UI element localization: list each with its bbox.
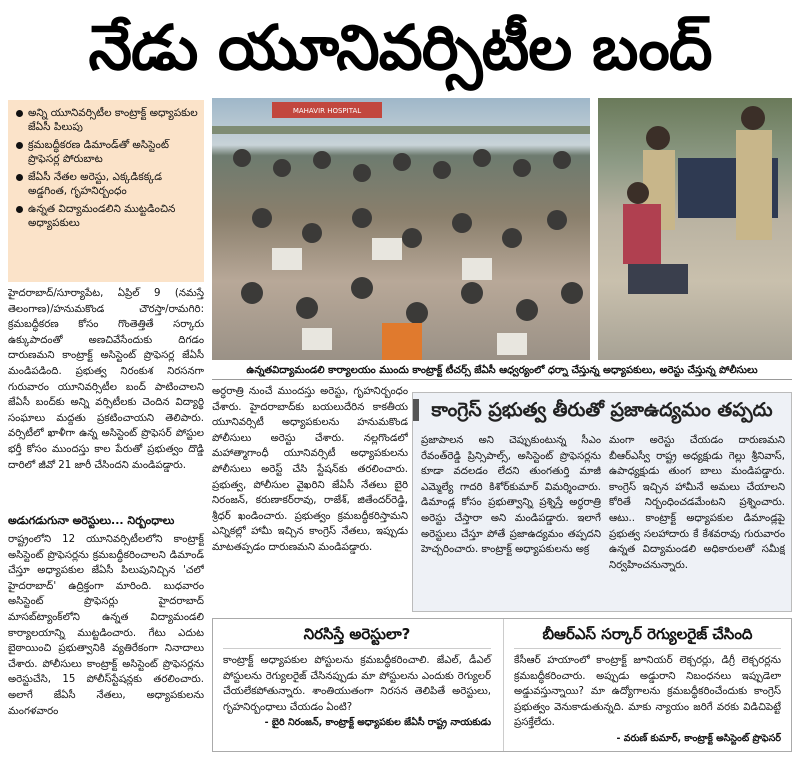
highlights-box xyxy=(8,100,204,282)
quote-text-left: కాంట్రాక్ట్ అధ్యాపకుల పోస్టులను క్రమబద్ధీకరించాలి. జేఎల్, డీఎల్ పోస్టులను రెగ్యులరైజ్ చేసినప్పుడు మా పోస్టులను ఎందుకు రెగ్యులర్ చేయలేకపోతున్నారు. శాంతియుతంగా నిరసన తెలిపితే అరెస్టులు, గృహనిర్బంధాలు చేయడం ఏంటి? xyxy=(223,655,491,713)
arrest-photo xyxy=(598,98,792,360)
photo-caption: ఉన్నతవిద్యామండలి కార్యాలయం ముందు కాంట్రాక్ట్ టీచర్స్ జేఏసీ ఆధ్వర్యంలో ధర్నా చేస్తున్న అధ్యాపకులు, అరెస్టు చేస్తున్న పోలీసులు xyxy=(212,362,792,380)
congress-box-title: కాంగ్రెస్ ప్రభుత్వ తీరుతో ప్రజాఉద్యమం తప్పదు xyxy=(431,399,773,421)
hospital-sign: MAHAVIR HOSPITAL xyxy=(292,107,362,115)
quote-title-right: బీఆర్‌ఎస్ సర్కార్ రెగ్యులరైజ్ చేసింది xyxy=(514,619,781,649)
headline: నేడు యూనివర్సిటీల బంద్ xyxy=(88,11,712,84)
congress-box xyxy=(412,392,792,612)
congress-box-column-2: మంగా అరెస్టు చేయడం దారుణమని బీఆర్‌ఎస్వీ రాష్ట్ర అధ్యక్షుడు గెల్లు శ్రీనివాస్, ఉపాధ్యక్షుడు తుంగ బాలు మండిపడ్డారు. కాంగ్రెస్ ఇచ్చిన హామీనే అమలు చేయాలని కోరితే నిర్బంధించడమేంటని ప్రశ్నించారు. ఆటు.. కాంట్రాక్ట్ అధ్యాపకుల డిమాండ్లపై ప్రభుత్వ సలహాదారు కే కేశవరావు గురువారం ఉన్నత విద్యామండలి అధికారులతో సమీక్ష నిర్వహించనున్నారు. xyxy=(609,435,785,571)
highlight-item: అన్ని యూనివర్సిటీల కాంట్రాక్ట్ అధ్యాపకుల జేఏసీ పిలుపు xyxy=(14,106,198,134)
congress-box-column-1: ప్రజాపాలన అని చెప్పుకుంటున్న సీఎం రేవంత్‌రెడ్డి ప్రిన్సిపాల్స్, అసిస్టెంట్ ప్రొఫెసర్లను కూడా వదలడం లేదని తుంగతుర్తి మాజీ ఎమ్మెల్యే గాదరి కిశోర్‌కుమార్ విమర్శించారు. డిమాండ్ల కోసం ప్రభుత్వాన్ని ప్రశ్నిస్తే అర్ధరాత్రి అరెస్టు చేస్తారా అని మండిపడ్డారు. ఇలాగే అరెస్టులు చేస్తూ పోతే ప్రజాఉద్యమం తప్పదని హెచ్చరించారు. కాంట్రాక్ట్ అధ్యాపకులను అక్ర xyxy=(421,435,601,556)
protest-photo xyxy=(212,98,590,360)
article-column-1: హైదరాబాద్/సూర్యాపేట, ఏప్రిల్ 9 (నమస్తే తెలంగాణ)/హనుమకొండ చౌరస్తా/రామగిరి: క్రమబద్ధీకరణ కోసం గొంతెత్తితే సర్కారు ఉక్కుపాదంతో అణచివేసేందుకు దిగడం దారుణమని కాంట్రాక్ట్ అసిస్టెంట్ ప్రొఫెసర్ల జేఏసీ మండిపడింది. ప్రభుత్వ నిరంకుశ నిరసనగా గురువారం యూనివర్సిటీల బంద్ పాటించాలని జేఏసీ బంద్‌కు అన్ని వర్సిటీలకు చెందిన విద్యార్థి సంఘాలు మద్దతు ప్రకటించాయని తెలిపారు. వర్సిటీలో ఖాళీగా ఉన్న అసిస్టెంట్ ప్రొఫెసర్ పోస్టుల భర్తీ కోసం ముందస్తు కాల పేరుతో ప్రభుత్వం దొడ్డి దారిలో జీవో 21 జారీ చేసిందని మండిపడ్డారు. xyxy=(8,288,204,471)
article-subheading: అడుగడుగునా అరెస్టులు... నిర్బంధాలు xyxy=(8,514,175,527)
quotes-box xyxy=(212,618,792,752)
highlight-item: క్రమబద్ధీకరణ డిమాండ్‌తో అసిస్టెంట్ ప్రొఫెసర్ల పోరుబాట xyxy=(14,138,198,166)
protest-photo-illustration xyxy=(212,98,590,360)
quote-signature-right: - వరుణ్‌ కుమార్, కాంట్రాక్ట్ అసిస్టెంట్ ప్రొఫెసర్ xyxy=(616,732,781,744)
quote-title-left: నిరసిస్తే అరెస్టులా? xyxy=(223,619,491,649)
article-column-1-continued: రాష్ట్రంలోని 12 యూనివర్సిటీలలోని కాంట్రాక్ట్ అసిస్టెంట్ ప్రొఫెసర్లను క్రమబద్ధీకరించాలని డిమాండ్ చేస్తూ అధ్యాపకుల జేఏసీ పిలుపునిచ్చిన 'చలో హైదరాబాద్' ఉద్రిక్తంగా మారింది. బుధవారం అసిస్టెంట్ ప్రొఫెసర్లు హైదరాబాద్ మాసబ్‌ట్యాంక్‌లోని ఉన్నత విద్యామండలి కార్యాలయాన్ని ముట్టడించారు. గేటు ఎదుట బైఠాయించి ప్రభుత్వానికి వ్యతిరేకంగా నినాదాలు చేశారు. పోలీసులు కాంట్రాక్ట్ అసిస్టెంట్ ప్రొఫెసర్లను అరెస్టుచేసి, 15 పోలీస్‌స్టేషన్లకు తరలించారు. అలాగే జేఏసీ నేతలు, అధ్యాపకులను మంగళవారం xyxy=(8,534,204,717)
article-column-2: అర్ధరాత్రి నుంచే ముందస్తు అరెస్టు, గృహనిర్బంధం చేశారు. హైదరాబాద్‌కు బయలుదేరిన కాకతీయ యూనివర్సిటీ అధ్యాపకులను హనుమకొండ పోలీసులు అరెస్టు చేశారు. నల్లగొండలో మహాత్మాగాంధీ యూనివర్సిటీ అధ్యాపకులను పోలీసులు అరెస్ట్ చేసి స్టేషన్‌కు తరలించారు. ప్రభుత్వ, పోలీసుల వైఖరిని జేఏసీ నేతలు బైరి నిరంజన్, కరుణాకర్‌రావు, రాజేశ్, జితేందర్‌రెడ్డి, శ్రీధర్ ఖండించారు. ప్రభుత్వం క్రమబద్ధీకరిస్తామని ఎన్నికల్లో హామీ ఇచ్చిన కాంగ్రెస్ నేతలు, ఇప్పుడు మాటతప్పడం దారుణమని మండిపడ్డారు. xyxy=(212,386,408,553)
quote-text-right: కేసీఆర్ హయాంలో కాంట్రాక్ట్ జూనియర్ లెక్చరర్లు, డిగ్రీ లెక్చరర్లను క్రమబద్ధీకరించారు. అప్పుడు అడ్డురాని నిబంధనలు ఇప్పుడెలా అడ్డువస్తున్నాయి? మా ఉద్యోగాలను క్రమబద్ధీకరించేందుకు కాంగ్రెస్ ప్రభుత్వం వెనుకాడుతున్నది. మాకు న్యాయం జరిగే వరకు విడిచిపెట్టే ప్రసక్తేలేదు. xyxy=(514,655,781,729)
quote-signature-left: - బైరి నిరంజన్, కాంట్రాక్ట్ అధ్యాపకుల జేఏసీ రాష్ట్ర నాయకుడు xyxy=(264,717,491,729)
highlight-item: ఉన్నత విద్యామండలిని ముట్టడించిన అధ్యాపకులు xyxy=(14,202,198,230)
highlight-item: జేఏసీ నేతల అరెస్టు, ఎక్కడికక్కడ అడ్డగింత, గృహనిర్బంధం xyxy=(14,170,198,198)
arrest-photo-illustration xyxy=(598,98,792,360)
quote-box-left xyxy=(213,619,501,751)
quote-box-right xyxy=(503,619,791,751)
